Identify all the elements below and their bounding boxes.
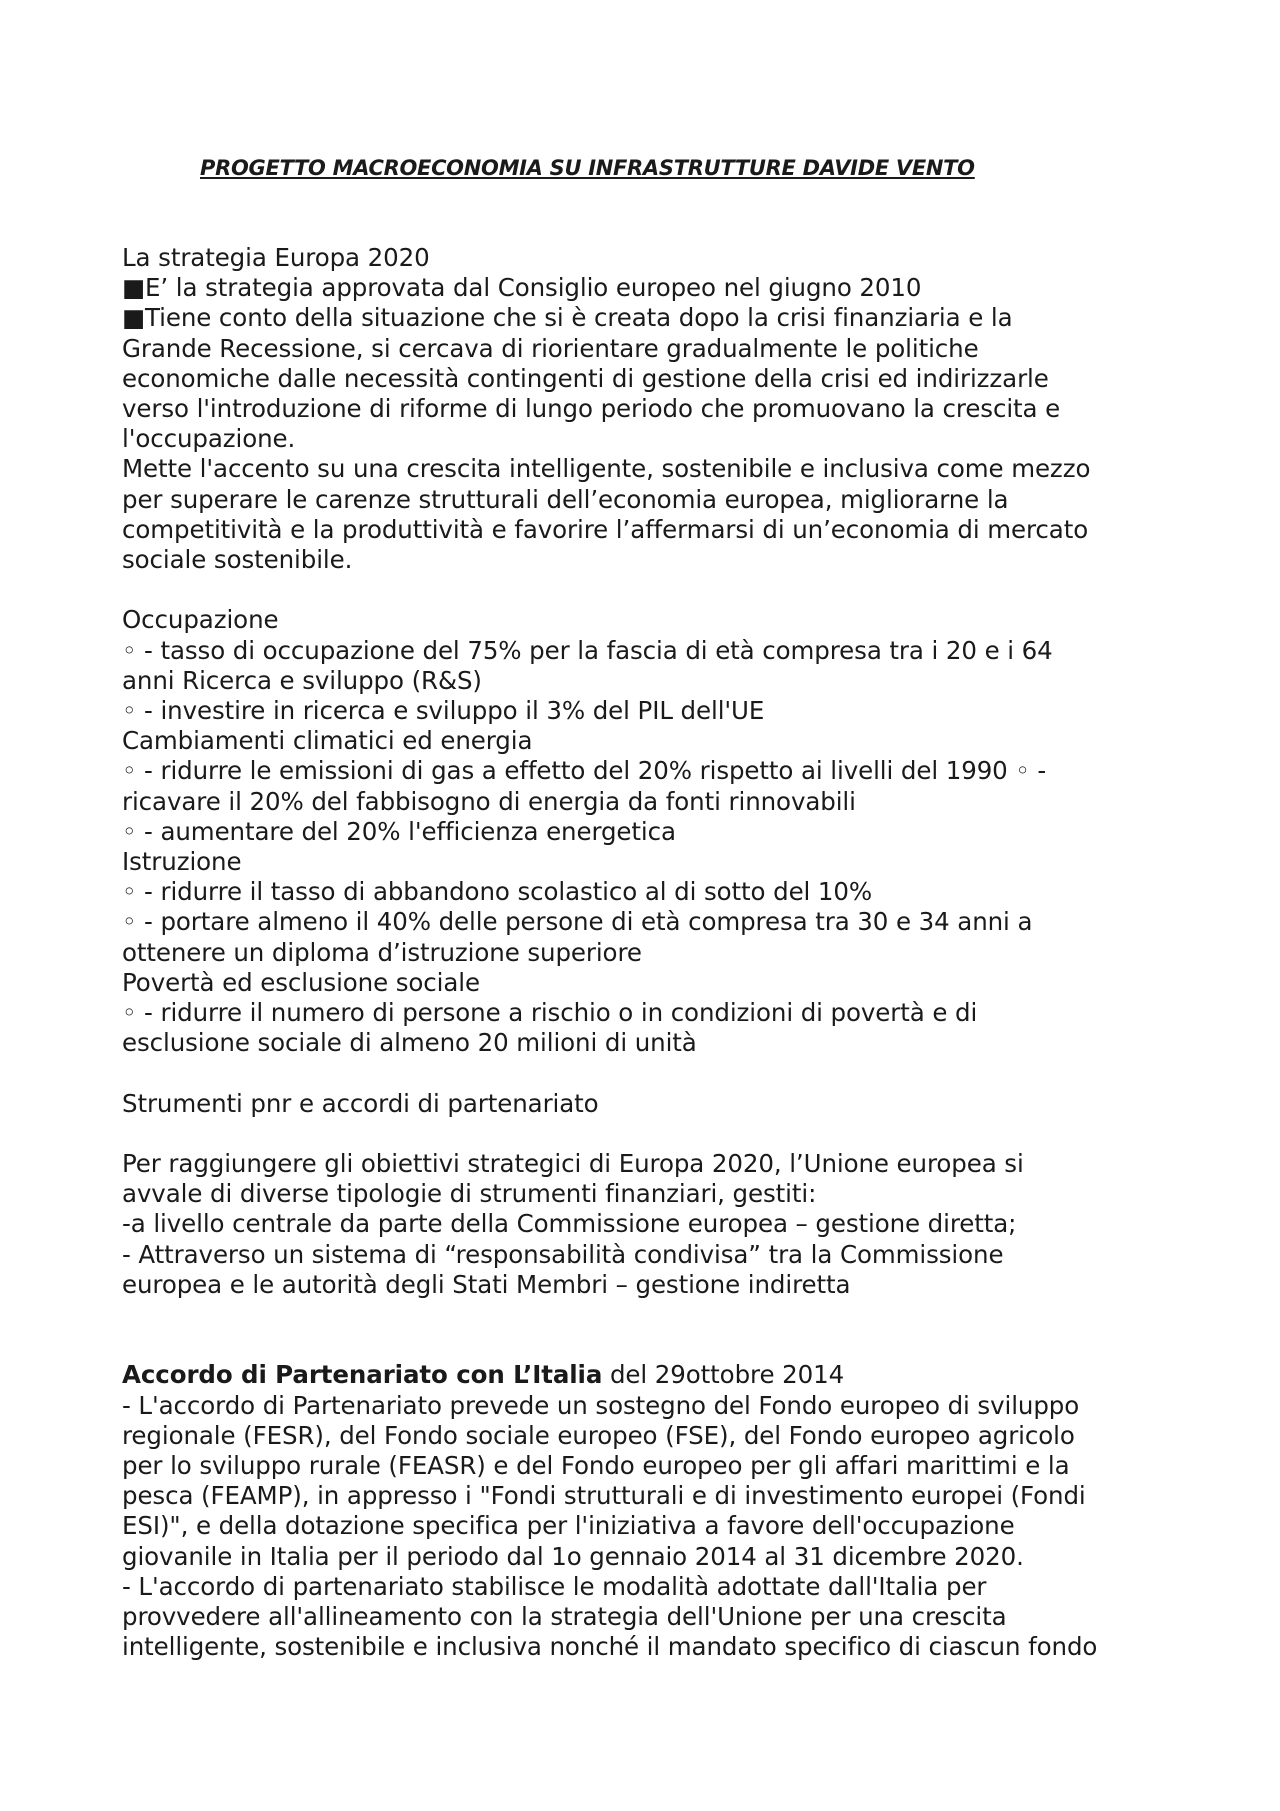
blank-line: [122, 575, 1182, 605]
text-line: competitività e la produttività e favorire l’affermarsi di un’economia di mercato: [122, 514, 1089, 544]
text-line: verso l'introduzione di riforme di lungo periodo che promuovano la crescita e: [122, 394, 1061, 424]
document-body: [122, 243, 1182, 1662]
heading-date-part: del 29ottobre 2014: [602, 1360, 845, 1390]
section-accordo-partenariato: [122, 1360, 1182, 1662]
blank-line: [122, 1119, 1182, 1149]
text-line: ◦ - portare almeno il 40% delle persone di età compresa tra 30 e 34 anni a: [122, 907, 1033, 937]
section-heading-accordo: [122, 1360, 1182, 1390]
text-line: - L'accordo di partenariato stabilisce le modalità adottate dall'Italia per: [122, 1571, 987, 1601]
text-line: -a livello centrale da parte della Commissione europea – gestione diretta;: [122, 1209, 1017, 1239]
text-line: ◦ - investire in ricerca e sviluppo il 3% del PIL dell'UE: [122, 696, 765, 726]
text-line: europea e le autorità degli Stati Membri – gestione indiretta: [122, 1269, 851, 1299]
text-line: Mette l'accento su una crescita intelligente, sostenibile e inclusiva come mezzo: [122, 454, 1091, 484]
text-line: ■Tiene conto della situazione che si è creata dopo la crisi finanziaria e la: [122, 303, 1013, 333]
text-line: Per raggiungere gli obiettivi strategici di Europa 2020, l’Unione europea si: [122, 1149, 1024, 1179]
text-line: giovanile in Italia per il periodo dal 1o gennaio 2014 al 31 dicembre 2020.: [122, 1541, 1024, 1571]
document-title: PROGETTO MACROECONOMIA SU INFRASTRUTTURE DAVIDE VENTO: [200, 156, 975, 180]
text-line: per lo sviluppo rurale (FEASR) e del Fondo europeo per gli affari marittimi e la: [122, 1451, 1070, 1481]
text-line: sociale sostenibile.: [122, 545, 353, 575]
text-line: ■E’ la strategia approvata dal Consiglio europeo nel giugno 2010: [122, 273, 922, 303]
text-line: pesca (FEAMP), in appresso i "Fondi strutturali e di investimento europei (Fondi: [122, 1481, 1086, 1511]
section-heading-strumenti: Strumenti pnr e accordi di partenariato: [122, 1088, 599, 1118]
text-line: Grande Recessione, si cercava di riorientare gradualmente le politiche: [122, 333, 979, 363]
text-line: economiche dalle necessità contingenti di gestione della crisi ed indirizzarle: [122, 363, 1049, 393]
blank-line: [122, 1330, 1182, 1360]
blank-line: [122, 1300, 1182, 1330]
text-line: - Attraverso un sistema di “responsabilità condivisa” tra la Commissione: [122, 1239, 1004, 1269]
text-line: anni Ricerca e sviluppo (R&S): [122, 665, 482, 695]
text-line: ◦ - tasso di occupazione del 75% per la fascia di età compresa tra i 20 e i 64: [122, 635, 1053, 665]
text-line: esclusione sociale di almeno 20 milioni di unità: [122, 1028, 697, 1058]
text-line: - L'accordo di Partenariato prevede un sostegno del Fondo europeo di sviluppo: [122, 1390, 1080, 1420]
text-line: ottenere un diploma d’istruzione superiore: [122, 937, 642, 967]
text-line: ◦ - ridurre il numero di persone a rischio o in condizioni di povertà e di: [122, 998, 978, 1028]
text-line: ◦ - ridurre il tasso di abbandono scolastico al di sotto del 10%: [122, 877, 873, 907]
section-strumenti-finanziari: [122, 1149, 1182, 1300]
section-europa-2020: [122, 243, 1182, 575]
blank-line: [122, 1058, 1182, 1088]
text-line: Occupazione: [122, 605, 279, 635]
text-line: intelligente, sostenibile e inclusiva nonché il mandato specifico di ciascun fondo: [122, 1632, 1098, 1662]
text-line: ◦ - ridurre le emissioni di gas a effetto del 20% rispetto ai livelli del 1990 ◦ -: [122, 756, 1047, 786]
text-line: Povertà ed esclusione sociale: [122, 967, 480, 997]
text-line: l'occupazione.: [122, 424, 296, 454]
text-line: ESI)", e della dotazione specifica per l'iniziativa a favore dell'occupazione: [122, 1511, 1015, 1541]
text-line: Istruzione: [122, 847, 242, 877]
text-line: avvale di diverse tipologie di strumenti finanziari, gestiti:: [122, 1179, 817, 1209]
text-line: provvedere all'allineamento con la strategia dell'Unione per una crescita: [122, 1602, 1007, 1632]
section-obiettivi: [122, 605, 1182, 1058]
text-line: ricavare il 20% del fabbisogno di energia da fonti rinnovabili: [122, 786, 856, 816]
text-line: Cambiamenti climatici ed energia: [122, 726, 533, 756]
text-line: per superare le carenze strutturali dell’economia europea, migliorarne la: [122, 484, 1009, 514]
text-line: La strategia Europa 2020: [122, 243, 430, 272]
text-line: ◦ - aumentare del 20% l'efficienza energetica: [122, 816, 676, 846]
heading-bold-part: Accordo di Partenariato con L’Italia: [122, 1360, 603, 1390]
text-line: regionale (FESR), del Fondo sociale europeo (FSE), del Fondo europeo agricolo: [122, 1420, 1075, 1450]
